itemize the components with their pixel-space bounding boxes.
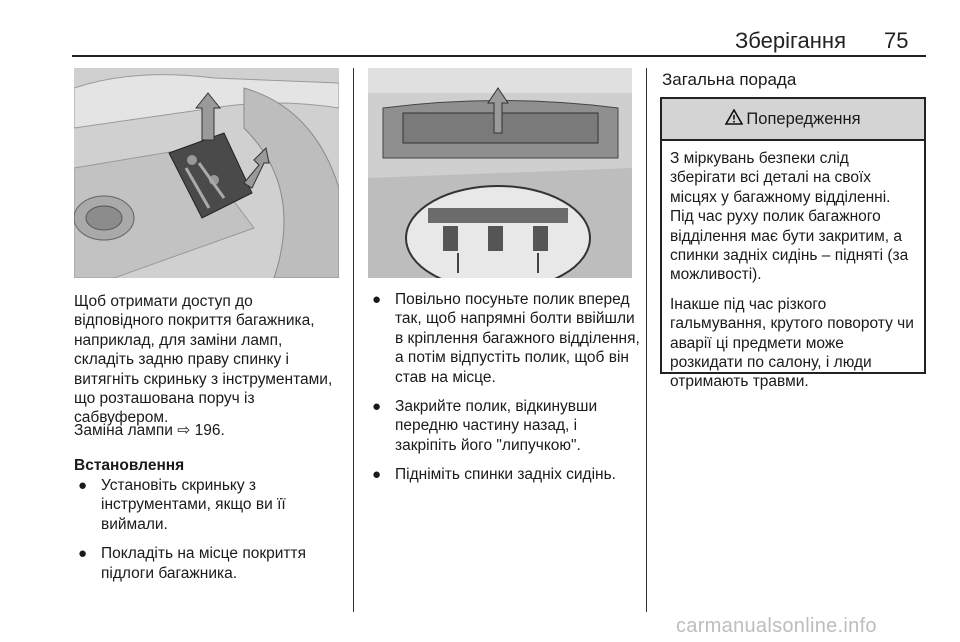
- list-item: [74, 476, 346, 534]
- install-step-text: Покладіть на місце покриття підлоги багажника.: [101, 545, 306, 582]
- install-heading: Встановлення: [74, 457, 185, 474]
- trunk-toolbox-illustration: [74, 68, 339, 278]
- bullet-icon: ●: [372, 398, 382, 416]
- column-divider-right: [646, 68, 647, 612]
- warning-box: [660, 97, 926, 391]
- warning-triangle-icon: [725, 109, 743, 130]
- page-header-title: Зберігання: [735, 28, 846, 53]
- bulb-reference: [74, 421, 346, 440]
- watermark: carmanualsonline.info: [676, 615, 877, 637]
- list-item: [74, 544, 346, 583]
- warning-body: [662, 141, 924, 392]
- bullet-icon: ●: [372, 291, 382, 308]
- warning-header: [662, 99, 924, 141]
- floor-step-text: Закрийте полик, відкинувши передню частину назад, і закріпіть його "липучкою".: [395, 398, 598, 454]
- bullet-icon: ●: [78, 477, 88, 494]
- install-steps-list: [74, 476, 346, 593]
- reference-page[interactable]: 196.: [194, 422, 225, 439]
- section-title: Загальна порада: [662, 70, 797, 89]
- page-reference-arrow-icon: ⇨: [177, 422, 191, 439]
- list-item: [368, 290, 640, 387]
- header-divider: [72, 55, 926, 57]
- floor-step-text: Повільно посуньте полик вперед так, щоб напрямні болти ввійшли в кріплення багажного відділення, а потім відпустіть полик, щоб він став на місце.: [395, 291, 640, 386]
- list-item: [368, 465, 640, 484]
- floor-step-text: Підніміть спинки задніх сидінь.: [395, 466, 616, 484]
- bullet-icon: ●: [372, 466, 382, 484]
- floor-steps-list: [368, 290, 640, 495]
- install-step-text: Установіть скриньку з інструментами, якщо ви її виймали.: [101, 477, 286, 533]
- list-item: [368, 397, 640, 455]
- warning-title: Попередження: [746, 109, 861, 128]
- warning-paragraph: Інакше під час різкого гальмування, крутого повороту чи аварії ці предмети може розкидати по салону, і люди отримають травми.: [670, 295, 914, 391]
- page-number: 75: [884, 28, 909, 53]
- intro-paragraph: Щоб отримати доступ до відповідного покриття багажника, наприклад, для заміни ламп, складіть задню праву спинку і витягніть скриньку з інструментами, що розташована поруч із сабвуфером.: [74, 293, 333, 427]
- column-divider-left: [353, 68, 354, 612]
- bullet-icon: ●: [78, 545, 88, 563]
- warning-paragraph: З міркувань безпеки слід зберігати всі деталі на своїх місцях у багажному відділенні. Під час руху полик багажного відділення має бути закритим, а спинки задніх сидінь – підняті (за можливості).: [670, 150, 909, 284]
- reference-text: Заміна лампи: [74, 422, 173, 439]
- cargo-floor-illustration: [368, 68, 632, 278]
